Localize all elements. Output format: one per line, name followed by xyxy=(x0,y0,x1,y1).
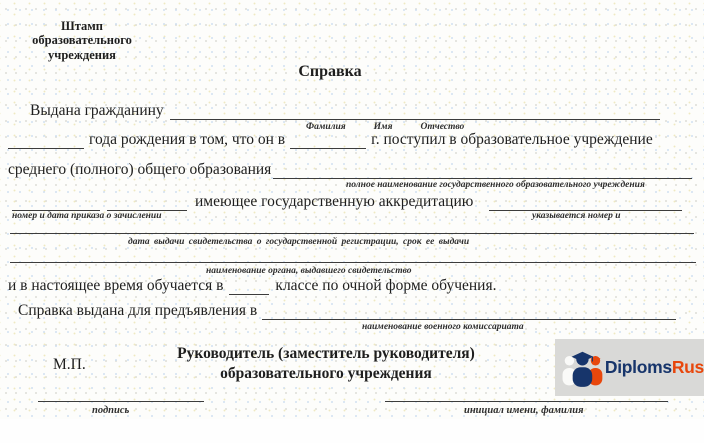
signature-hint: подпись xyxy=(92,405,130,416)
study-after-label: классе по очной форме обучения. xyxy=(275,277,497,294)
birth-year-blank xyxy=(8,132,84,149)
signatory-position xyxy=(106,344,546,385)
order-hint: номер и дата приказа о зачислении xyxy=(12,211,162,221)
commissariat-blank-line xyxy=(262,303,676,320)
registration-hint: дата выдачи свидетельства о государственной регистрации, срок ее выдачи xyxy=(128,237,470,247)
signature-blank-line xyxy=(38,401,204,402)
stamp-line: учреждения xyxy=(48,47,116,62)
logo-wordmark xyxy=(605,357,704,378)
signatory-position-line1: Руководитель (заместитель руководителя) xyxy=(177,345,475,362)
signatory-position-line2: образовательного учреждения xyxy=(220,365,432,383)
logo-text-primary: Diploms xyxy=(604,357,672,377)
authority-blank-line xyxy=(10,262,696,263)
accreditation-blank-line xyxy=(489,194,682,211)
field-birth-entry xyxy=(8,131,653,149)
entry-year-blank xyxy=(290,132,366,149)
document-title: Справка xyxy=(298,63,362,80)
hint-patronymic: Отчество xyxy=(420,122,465,132)
hint-surname: Фамилия xyxy=(306,122,346,132)
logo-text-secondary: Rus xyxy=(671,357,704,377)
hint-name: Имя xyxy=(373,122,393,132)
fio-blank-line xyxy=(170,103,660,120)
accreditation-hint: указывается номер и xyxy=(532,211,621,221)
birth-middle-label: года рождения в том, что он в xyxy=(89,131,286,148)
issued-to-label: Выдана гражданину xyxy=(30,102,164,119)
seal-placeholder: М.П. xyxy=(53,356,86,373)
commissariat-hint: наименование военного комиссариата xyxy=(362,322,524,332)
study-before-label: и в настоящее время обучается в xyxy=(8,277,224,294)
birth-end-label: г. поступил в образовательное учреждение xyxy=(371,131,653,148)
field-accreditation xyxy=(12,193,682,211)
field-issued-to xyxy=(30,102,660,120)
field-grade xyxy=(8,277,497,295)
graduates-icon xyxy=(560,344,605,392)
name-hint: инициал имени, фамилия xyxy=(464,405,584,416)
institution-blank-line xyxy=(273,162,692,179)
authority-hint: наименование органа, выдавшего свидетельство xyxy=(206,266,412,276)
field-institution xyxy=(8,161,692,179)
accreditation-label: имеющее государственную аккредитацию xyxy=(195,193,474,210)
order-blank-line xyxy=(12,194,100,211)
diplomsrus-logo xyxy=(555,339,704,396)
stamp-line: Штамп xyxy=(61,19,103,33)
stamp-block xyxy=(6,19,158,62)
field-presentation xyxy=(18,302,676,320)
stamp-line: образовательного xyxy=(32,33,132,48)
registration-blank-line xyxy=(10,233,694,234)
page-bottom-margin xyxy=(0,419,704,443)
order-blank-line xyxy=(107,194,187,211)
education-label: среднего (полного) общего образования xyxy=(8,161,272,178)
grade-blank xyxy=(229,278,269,295)
institution-hint: полное наименование государственного образовательного учреждения xyxy=(346,180,645,190)
name-blank-line xyxy=(385,401,668,402)
presentation-label: Справка выдана для предъявления в xyxy=(18,302,258,319)
